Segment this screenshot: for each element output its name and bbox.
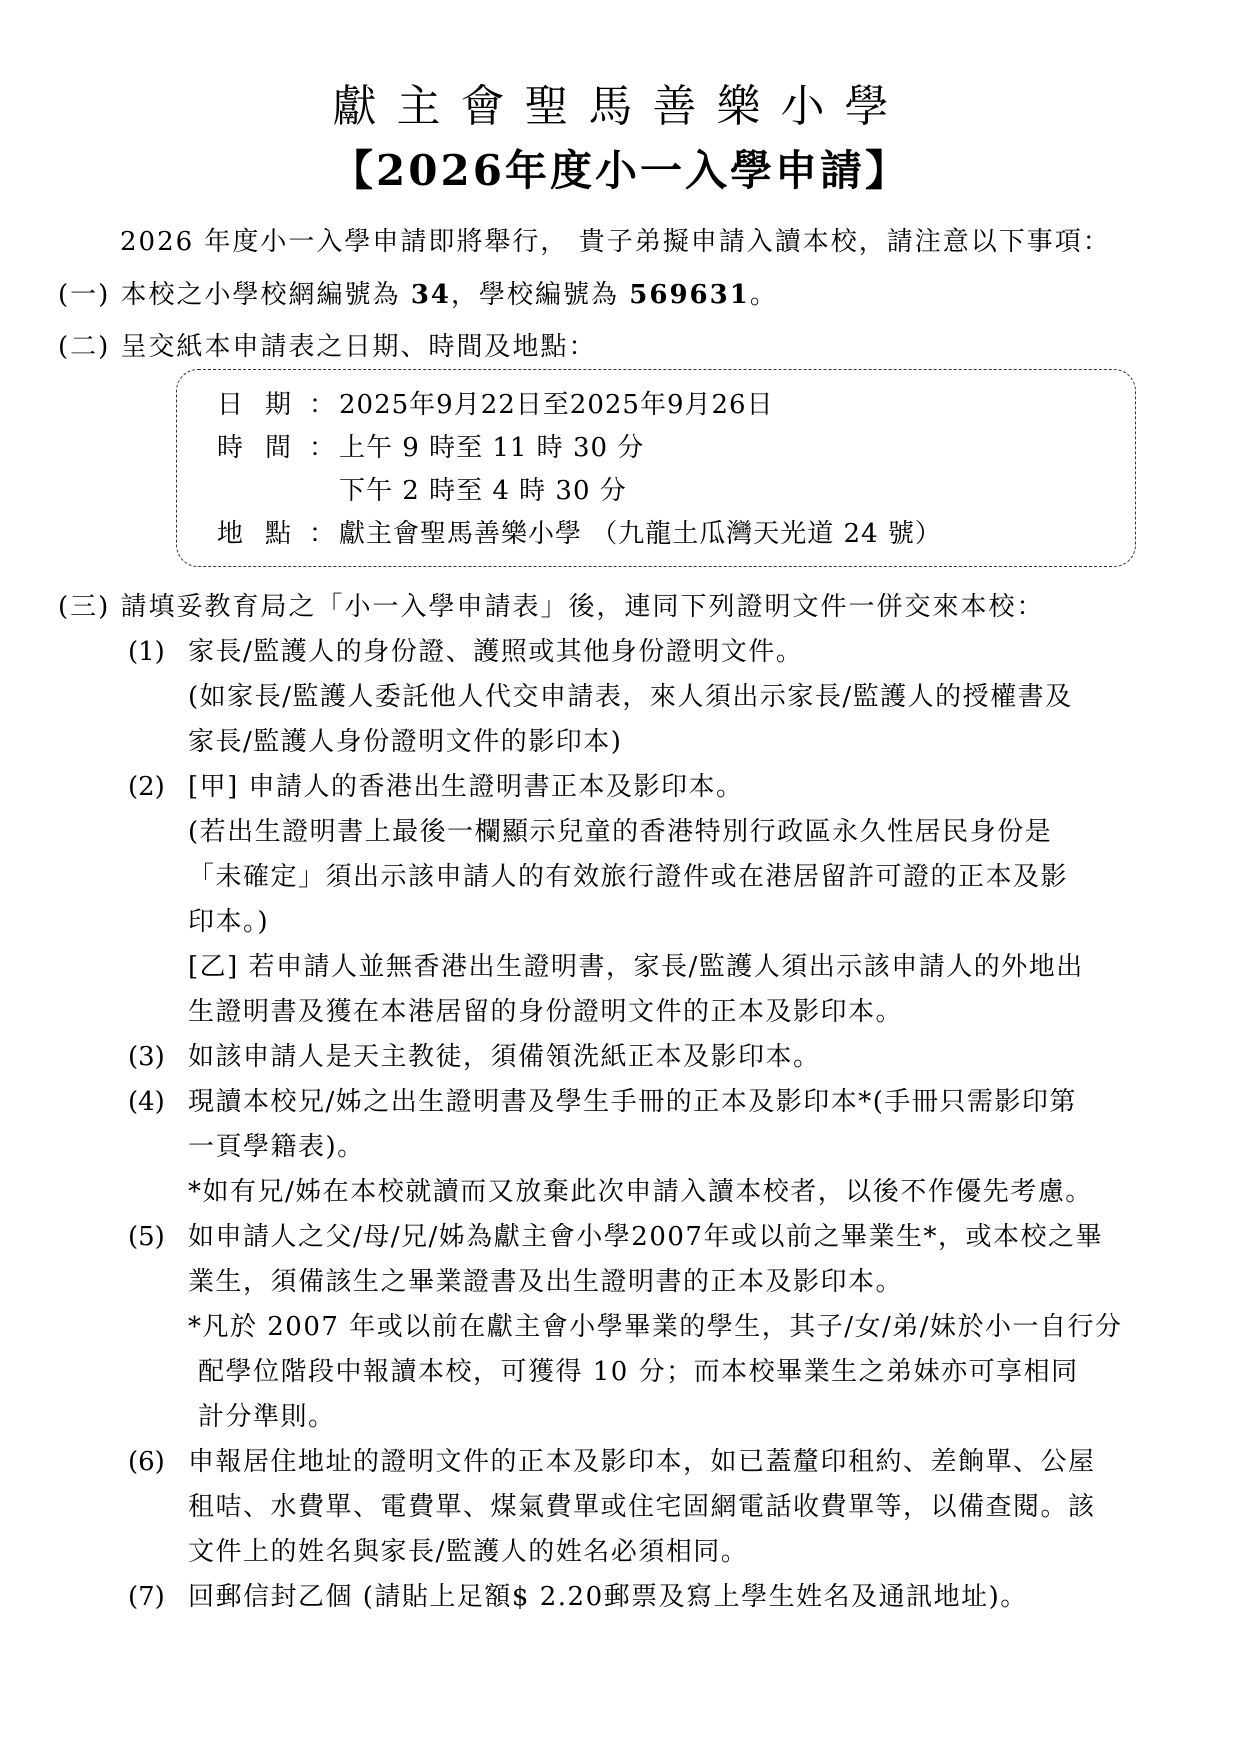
- item-number: (5): [128, 1222, 165, 1252]
- schedule-place-row: [217, 513, 942, 550]
- section-1: [58, 274, 778, 311]
- date-label: 日期: [217, 390, 314, 420]
- school-code: 569631: [629, 280, 750, 310]
- item-line: 現讀本校兄/姊之出生證明書及學生手冊的正本及影印本*(手冊只需影印第: [188, 1087, 1077, 1117]
- schedule-time-pm-row: [339, 470, 627, 507]
- item-line: 如申請人之父/母/兄/姊為獻主會小學2007年或以前之畢業生*，或本校之畢: [188, 1222, 1103, 1252]
- date-value: 2025年9月22日至2025年9月26日: [339, 390, 774, 420]
- place-value: 獻主會聖馬善樂小學 （九龍土瓜灣天光道 24 號）: [339, 519, 942, 549]
- schedule-box: [176, 369, 1136, 567]
- item-body: [188, 765, 1158, 1035]
- list-item: [128, 1035, 1158, 1080]
- place-colon: ：: [309, 519, 337, 549]
- item-body: [188, 1080, 1158, 1215]
- place-label: 地點: [217, 519, 314, 549]
- list-item: [128, 1080, 1158, 1215]
- item-line: 「未確定」須出示該申請人的有效旅行證件或在港居留許可證的正本及影: [188, 862, 1069, 892]
- item-body: [188, 1215, 1158, 1440]
- school-name: 獻主會聖馬善樂小學: [332, 81, 909, 132]
- item-line: 家長/監護人身份證明文件的影印本): [188, 727, 623, 757]
- item-number: (7): [128, 1582, 165, 1612]
- schedule-time-row: [217, 427, 644, 464]
- item-note: *如有兄/姊在本校就讀而又放棄此次申請入讀本校者，以後不作優先考慮。: [188, 1177, 1093, 1207]
- section-3-heading: (三) 請填妥教育局之「小一入學申請表」後，連同下列證明文件一併交來本校：: [58, 592, 1045, 622]
- time-label: 時間: [217, 433, 314, 463]
- item-number: (6): [128, 1447, 165, 1477]
- item-line: 回郵信封乙個 (請貼上足額$ 2.20郵票及寫上學生姓名及通訊地址)。: [188, 1582, 1028, 1612]
- item-line: 生證明書及獲在本港居留的身份證明文件的正本及影印本。: [188, 997, 904, 1027]
- item-line: 如該申請人是天主教徒，須備領洗紙正本及影印本。: [188, 1042, 821, 1072]
- list-item: [128, 1215, 1158, 1440]
- section-1-suffix: 。: [749, 280, 778, 310]
- item-line: [甲] 申請人的香港出生證明書正本及影印本。: [188, 772, 744, 802]
- section-1-prefix: (一) 本校之小學校網編號為: [58, 280, 411, 310]
- time-am: 上午 9 時至 11 時 30 分: [339, 433, 645, 463]
- list-item: [128, 630, 1158, 765]
- time-colon: ：: [309, 433, 337, 463]
- item-note: *凡於 2007 年或以前在獻主會小學畢業的學生，其子/女/弟/妹於小一自行分: [188, 1312, 1123, 1342]
- intro-paragraph: 2026 年度小一入學申請即將舉行， 貴子弟擬申請入讀本校，請注意以下事項：: [120, 227, 1111, 257]
- list-item: [128, 765, 1158, 1035]
- item-line: (若出生證明書上最後一欄顯示兒童的香港特別行政區永久性居民身份是: [188, 817, 1053, 847]
- item-body: [188, 630, 1158, 765]
- item-line: (如家長/監護人委託他人代交申請表，來人須出示家長/監護人的授權書及: [188, 682, 1073, 712]
- document-title: 【2026年度小一入學申請】: [331, 146, 910, 195]
- item-number: (4): [128, 1087, 165, 1117]
- item-line: [乙] 若申請人並無香港出生證明書，家長/監護人須出示該申請人的外地出: [188, 952, 1084, 982]
- section-1-middle: ，學校編號為: [451, 280, 630, 310]
- item-line: 租咭、水費單、電費單、煤氣費單或住宅固網電話收費單等，以備查閱。該: [188, 1492, 1096, 1522]
- school-net-number: 34: [410, 280, 452, 310]
- item-line: 業生，須備該生之畢業證書及出生證明書的正本及影印本。: [188, 1267, 904, 1297]
- item-number: (1): [128, 637, 165, 667]
- item-line: 申報居住地址的證明文件的正本及影印本，如已蓋釐印租約、差餉單、公屋: [188, 1447, 1096, 1477]
- date-colon: ：: [309, 390, 337, 420]
- item-body: [188, 1440, 1158, 1575]
- time-pm: 下午 2 時至 4 時 30 分: [339, 476, 627, 506]
- item-note: 配學位階段中報讀本校，可獲得 10 分；而本校畢業生之弟妹亦可享相同: [198, 1357, 1079, 1387]
- item-number: (2): [128, 772, 165, 802]
- item-note: 計分準則。: [198, 1402, 336, 1432]
- item-line: 印本。): [188, 907, 270, 937]
- item-number: (3): [128, 1042, 165, 1072]
- item-line: 家長/監護人的身份證、護照或其他身份證明文件。: [188, 637, 804, 667]
- required-documents-list: [128, 630, 1158, 1620]
- section-2-heading: (二) 呈交紙本申請表之日期、時間及地點：: [58, 332, 597, 362]
- item-line: 文件上的姓名與家長/監護人的姓名必須相同。: [188, 1537, 749, 1567]
- list-item: [128, 1440, 1158, 1575]
- list-item: [128, 1575, 1158, 1620]
- schedule-date-row: [217, 384, 774, 421]
- item-body: [188, 1575, 1158, 1620]
- item-line: 一頁學籍表)。: [188, 1132, 365, 1162]
- item-body: [188, 1035, 1158, 1080]
